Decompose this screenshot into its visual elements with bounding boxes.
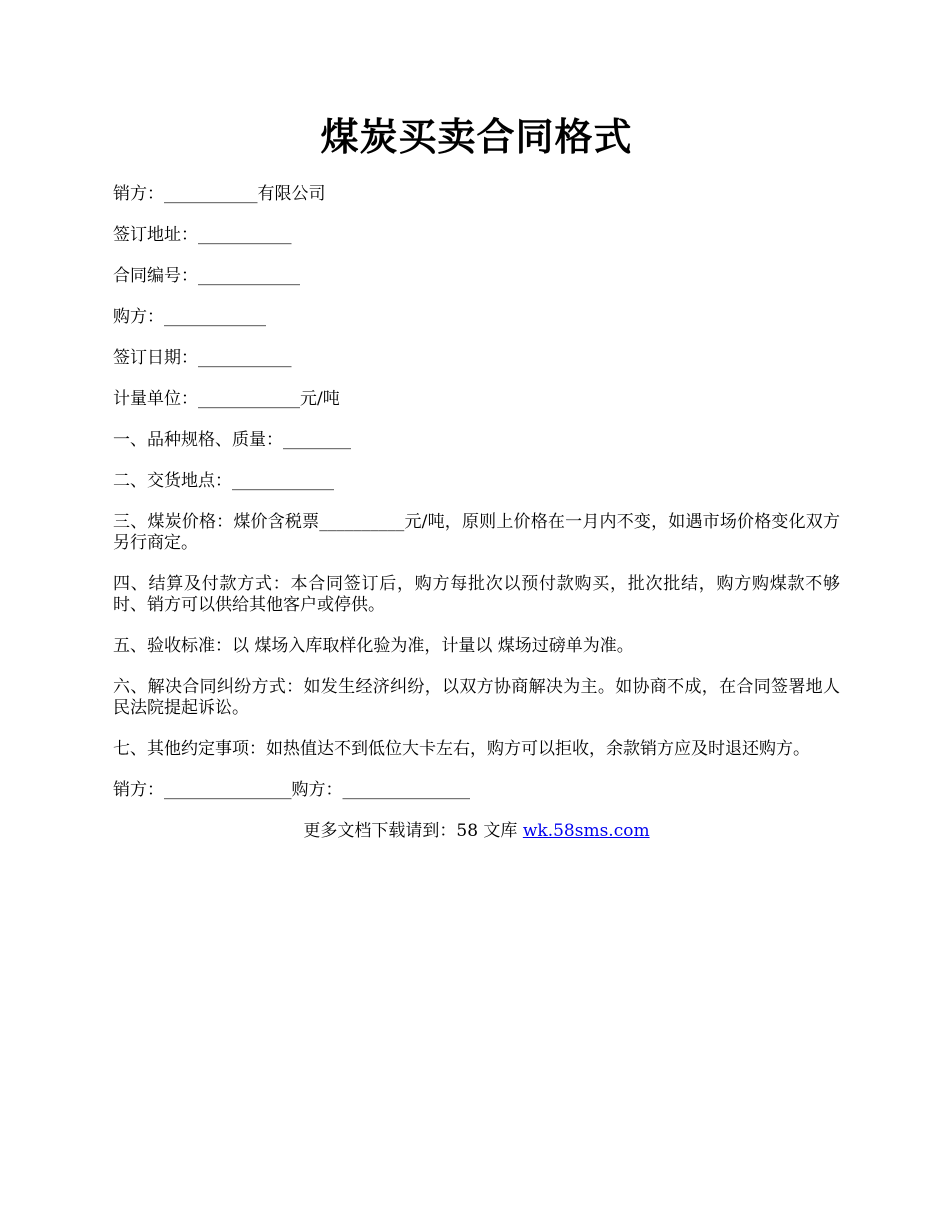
document-title: 煤炭买卖合同格式	[320, 114, 633, 159]
signature-line: 销方：_______________购方：_______________	[113, 780, 470, 800]
clause-7-other: 七、其他约定事项：如热值达不到低位大卡左右，购方可以拒收，余款销方应及时退还购方。	[113, 739, 810, 759]
footer-prefix: 更多文档下载请到：58 文库	[303, 821, 523, 841]
field-unit: 计量单位：____________元/吨	[113, 389, 340, 409]
clause-3-price: 三、煤炭价格：煤价含税票__________元/吨，原则上价格在一月内不变，如遇市场价格变化双方另行商定。	[113, 512, 840, 553]
field-buyer: 购方：____________	[113, 307, 266, 327]
field-sign-date: 签订日期：___________	[113, 348, 292, 368]
clause-1-quality: 一、品种规格、质量：________	[113, 430, 351, 450]
clause-2-delivery: 二、交货地点：____________	[113, 471, 334, 491]
field-seller: 销方：___________有限公司	[113, 184, 326, 204]
footer-note	[113, 821, 840, 842]
footer-link[interactable]: wk.58sms.com	[522, 821, 650, 841]
field-contract-number: 合同编号：____________	[113, 266, 300, 286]
document-page	[113, 112, 840, 842]
clause-4-payment: 四、结算及付款方式：本合同签订后，购方每批次以预付款购买，批次批结，购方购煤款不够时、销方可以供给其他客户或停供。	[113, 574, 840, 615]
field-sign-address: 签订地址：___________	[113, 225, 292, 245]
clause-5-inspection: 五、验收标准：以 煤场入库取样化验为准，计量以 煤场过磅单为准。	[113, 636, 634, 656]
clause-6-disputes: 六、解决合同纠纷方式：如发生经济纠纷，以双方协商解决为主。如协商不成，在合同签署地人民法院提起诉讼。	[113, 677, 840, 718]
